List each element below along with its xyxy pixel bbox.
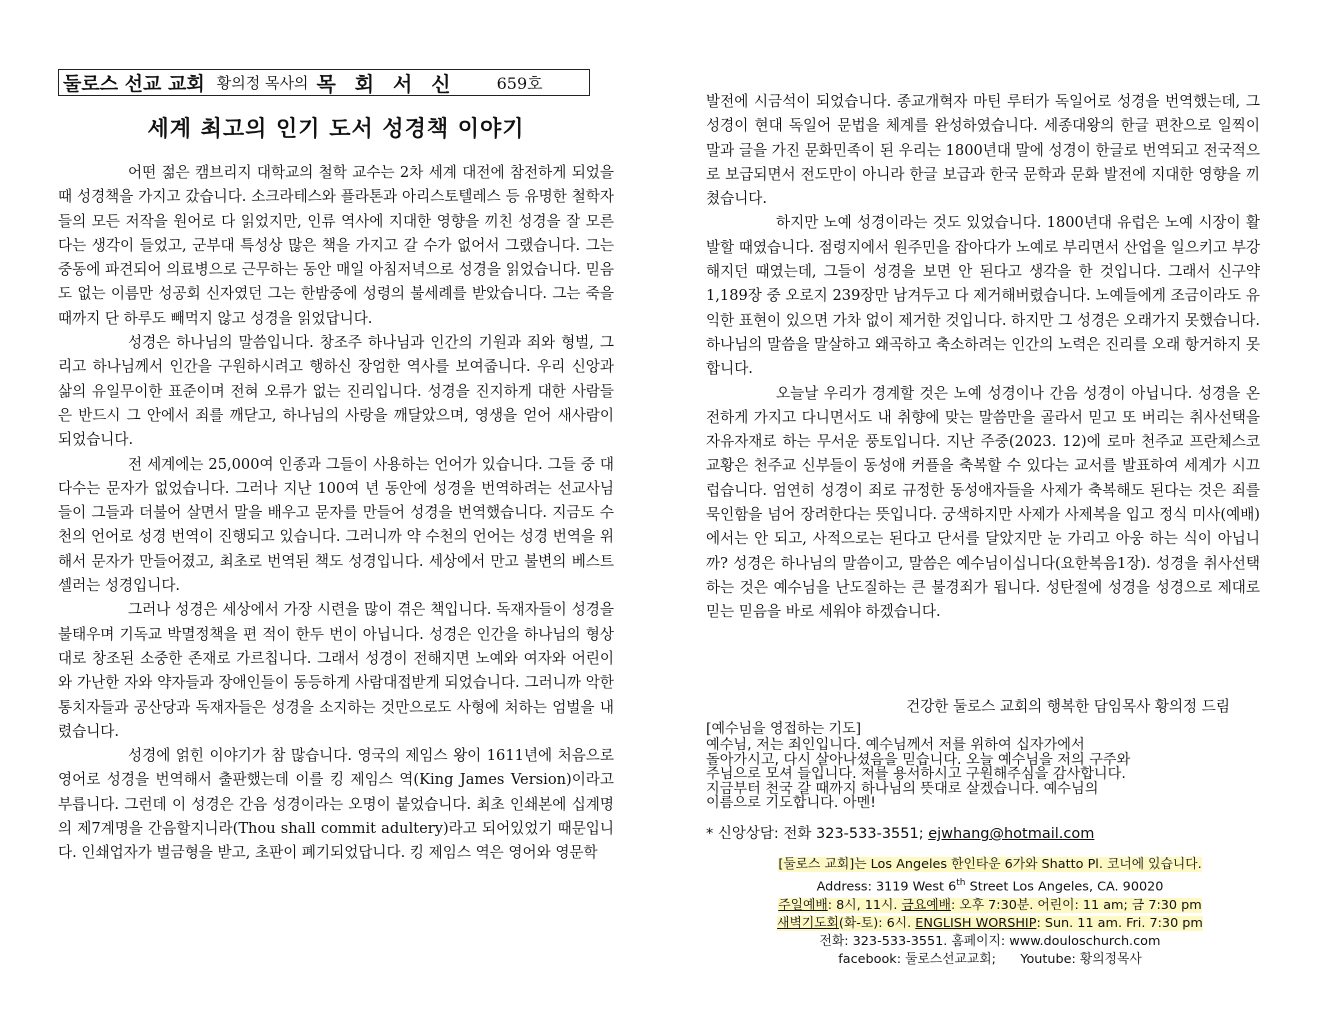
english-worship-label: ENGLISH WORSHIP	[915, 915, 1037, 931]
consultation-label: * 신앙상담: 전화 323-533-3551;	[706, 826, 924, 842]
signoff: 건강한 둘로스 교회의 행복한 담임목사 황의정 드림	[906, 698, 1230, 715]
paragraph: 오늘날 우리가 경계할 것은 노예 성경이나 간음 성경이 아닙니다. 성경을 온전하게 가지고 다니면서도 내 취향에 맞는 말씀만을 골라서 믿고 또 버리는 취사선택을 자유자재로 하는 무서운 풍토입니다. 지난 주중(2023. 12)에 로마 천주교 프란체스코 교황은 천주교 신부들이 동성애 커플을 축복할 수 있다는 교서를 발표하여 세계가 시끄럽습니다. 엄연히 성경이 죄로 규정한 동성애자들을 사제가 축복해도 된다는 것은 죄를 묵인함을 넘어 장려한다는 뜻입니다. 궁색하지만 사제가 사제복을 입고 정식 미사(예배)에서는 안 되고, 사적으로는 된다고 단서를 달았지만 눈 가리고 아웅 하는 식이 아닙니까? 성경은 하나님의 말씀이고, 말씀은 예수님이십니다(요한복음1장). 성경을 취사선택하는 것은 예수님을 난도질하는 큰 불경죄가 됩니다. 성탄절에 성경을 성경으로 제대로 믿는 믿음을 바로 세워야 하겠습니다.	[706, 384, 1260, 621]
sunday-service-label: 주일예배	[778, 897, 828, 913]
masthead	[58, 69, 590, 96]
friday-service-label: 금요예배	[901, 897, 951, 913]
church-info	[720, 856, 1260, 969]
pastor-name: 황의정 목사의	[216, 74, 309, 92]
consultation-line	[706, 822, 1094, 843]
service-times: 주일예배: 8시, 11시. 금요예배: 오후 7:30분. 어린이: 11 am; 금 7:30 pm	[778, 897, 1202, 913]
paragraph: 어떤 젊은 캠브리지 대학교의 철학 교수는 2차 세계 대전에 참전하게 되었을 때 성경책을 가지고 갔습니다. 소크라테스와 플라톤과 아리스토텔레스 등 유명한 철학자들의 모든 저작을 원어로 다 읽었지만, 인류 역사에 지대한 영향을 끼친 성경을 잘 모른다는 생각이 들었고, 군부대 특성상 많은 책을 가지고 갈 수가 없어서 그랬습니다. 그는 중동에 파견되어 의료병으로 근무하는 동안 매일 아침저녁으로 성경을 읽었습니다. 믿음도 없는 이름만 성공회 신자였던 그는 한밤중에 성령의 불세례를 받았습니다. 그는 죽을 때까지 단 하루도 빼먹지 않고 성경을 읽었답니다.	[58, 164, 614, 327]
newsletter-title: 목 회 서 신	[316, 72, 457, 96]
dawn-prayer-label: 새벽기도회	[777, 915, 839, 931]
paragraph-continued: 발전에 시금석이 되었습니다. 종교개혁자 마틴 루터가 독일어로 성경을 번역했는데, 그 성경이 현대 독일어 문법을 체계를 완성하였습니다. 세종대왕의 한글 편찬으로 일찍이 말과 글을 가진 문화민족이 된 우리는 1800년대 말에 성경이 한글로 번역되고 전국적으로 보급되면서 전도만이 아니라 한글 보급과 한국 문학과 문화 발전에 지대한 영향을 끼쳤습니다.	[706, 93, 1260, 208]
left-body	[58, 161, 614, 866]
church-address: Address: 3119 West 6th Street Los Angeles, CA. 90020	[816, 878, 1164, 895]
prayer-text: 예수님, 저는 죄인입니다. 예수님께서 저를 위하여 십자가에서 돌아가시고, 다시 살아나셨음을 믿습니다. 오늘 예수님을 저의 구주와 주님으로 모셔 들입니다. 저를 용서하시고 구원해주심을 감사합니다. 지금부터 천국 갈 때까지 하나님의 뜻대로 살겠습니다. 예수님의 이름으로 기도합니다. 아멘!	[706, 737, 1131, 811]
issue-number: 659호	[496, 74, 543, 93]
social-line: facebook: 둘로스선교교회; Youtube: 황의정목사	[838, 952, 1142, 968]
paragraph: 전 세계에는 25,000여 인종과 그들이 사용하는 언어가 있습니다. 그들 중 대다수는 문자가 없었습니다. 그러나 지난 100여 년 동안에 성경을 번역하려는 선교사님들이 그들과 더불어 살면서 말을 배우고 문자를 만들어 성경을 번역했습니다. 지금도 수천의 언어로 성경 번역이 진행되고 있습니다. 그러니까 약 수천의 언어는 성경 번역을 위해서 문자가 만들어졌고, 최초로 번역된 책도 성경입니다. 세상에서 만고 불변의 베스트 셀러는 성경입니다.	[58, 455, 614, 595]
contact-line: 전화: 323-533-3551. 홈페이지: www.douloschurch.com	[819, 934, 1161, 950]
church-location: [둘로스 교회]는 Los Angeles 한인타운 6가와 Shatto Pl. 코너에 있습니다.	[778, 857, 1202, 872]
paragraph: 그러나 성경은 세상에서 가장 시련을 많이 겪은 책입니다. 독재자들이 성경을 불태우며 기독교 박멸정책을 편 적이 한두 번이 아닙니다. 성경은 인간을 하나님의 형상대로 창조된 소중한 존재로 가르칩니다. 그래서 성경이 전해지면 노예와 여자와 어린이와 가난한 자와 약자들과 장애인들이 동등하게 사람대접받게 되었습니다. 그러니까 악한 통치자들과 공산당과 독재자들은 성경을 소지하는 것만으로도 사형에 처하는 엄벌을 내렸습니다.	[58, 601, 614, 740]
article-headline: 세계 최고의 인기 도서 성경책 이야기	[147, 116, 525, 142]
prayer-title: [예수님을 영접하는 기도]	[706, 721, 862, 737]
email-link[interactable]: ejwhang@hotmail.com	[928, 826, 1095, 842]
right-body	[706, 90, 1260, 625]
paragraph: 성경에 얽힌 이야기가 참 많습니다. 영국의 제임스 왕이 1611년에 처음으로 영어로 성경을 번역해서 출판했는데 이를 킹 제임스 역(King James Version)이라고 부릅니다. 그런데 이 성경은 간음 성경이라는 오명이 붙었습니다. 최초 인쇄본에 십계명의 제7계명을 간음할지니라(Thou shall commit adultery)라고 되어있었기 때문입니다. 인쇄업자가 벌금형을 받고, 초판이 폐기되었답니다. 킹 제임스 역은 영어와 영문학	[58, 747, 614, 862]
paragraph: 성경은 하나님의 말씀입니다. 창조주 하나님과 인간의 기원과 죄와 형벌, 그리고 하나님께서 인간을 구원하시려고 행하신 장엄한 역사를 보여줍니다. 우리 신앙과 삶의 유일무이한 표준이며 전혀 오류가 없는 진리입니다. 성경을 진지하게 대한 사람들은 반드시 그 안에서 죄를 깨닫고, 하나님의 사랑을 깨달았으며, 영생을 얻어 새사람이 되었습니다.	[58, 334, 614, 449]
church-name: 둘로스 선교 교회	[63, 73, 205, 95]
paragraph: 하지만 노예 성경이라는 것도 있었습니다. 1800년대 유럽은 노예 시장이 활발할 때였습니다. 점령지에서 원주민을 잡아다가 노예로 부리면서 산업을 일으키고 부강해지던 때였는데, 그들이 성경을 보면 안 된다고 생각을 한 것입니다. 그래서 신구약 1,189장 중 오로지 239장만 남겨두고 다 제거해버렸습니다. 노예들에게 조금이라도 유익한 표현이 있으면 가차 없이 제거한 것입니다. 하지만 그 성경은 오래가지 못했습니다. 하나님의 말씀을 말살하고 왜곡하고 축소하려는 인간의 노력은 진리를 오래 항거하지 못합니다.	[706, 214, 1260, 378]
dawn-english-times: 새벽기도회(화-토): 6시. ENGLISH WORSHIP: Sun. 11 am. Fri. 7:30 pm	[777, 915, 1203, 931]
